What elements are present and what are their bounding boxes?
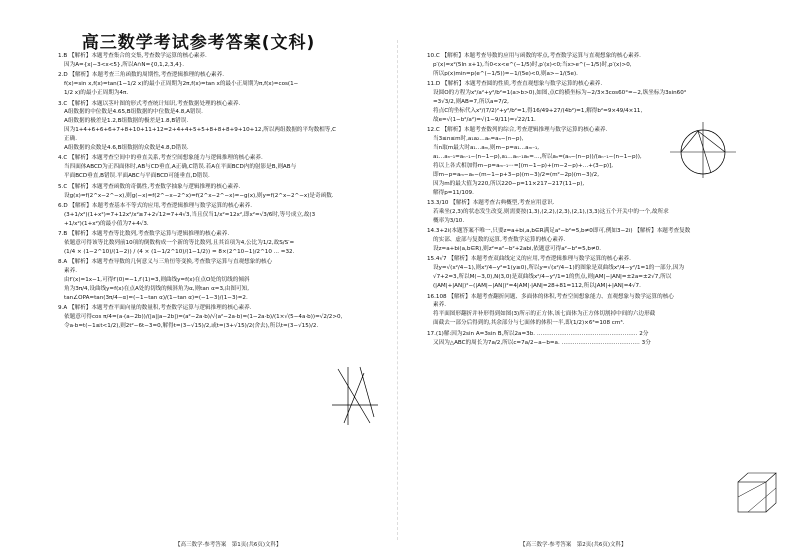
answer-line: 设g(x)=f(2^x−2^−x),则g(−x)=f(2^−x−2^x)=f(2^x−2^−x)=−g(x),则y=f(2^x−2^−x)是奇函数. (64, 192, 334, 199)
answer-line: 当3≤n≤m时,a₁a₂…aₙ=aₙ−(n−p), (433, 136, 524, 143)
answer-line: 角为3π/4,设曲线y=f(x)在点A处的切线的倾斜角为α,则tan α=3,由图可知, (64, 286, 249, 293)
answer-heading: 6.D 【解析】本题考查基本不等式的应用,考查逻辑推理与数学运算的核心素养. (58, 203, 252, 209)
right-column (427, 52, 767, 349)
answer-line: 由f′(x)=1x−1,可得f′(0)=−1,f′(1)=3,则曲线y=f(x)在点O处的切线的倾斜 (64, 277, 250, 284)
answer-line: 依题意可得cos π/4=(a·(a−2b))/(|a||a−2b|)=(a²−2a·b)/√(a²−2a·b)=(1−2a·b)/(1×√(5−4a·b))=√2/2>0, (64, 314, 343, 321)
answer-line: 的实部、虚部与复数的运算,考查数学运算的核心素养. (433, 237, 566, 244)
answer-heading: 14.3+2i(本题答案不唯一,只要z=a+bi,a,b∈R满足a²−b²=5,b≠0即可,例如3−2i) 【解析】本题考查复数 (427, 228, 691, 235)
answer-block (58, 183, 380, 201)
answer-heading: 10.C 【解析】本题考查导数的应用与函数的零点,考查数学运算与直观想象的核心素养. (427, 53, 641, 59)
answer-line: 面截去一部分后得到的,其余部分与七面体的体积一半,即(1/2)×6³=108 cm³. (433, 320, 625, 327)
answer-line: 素养. (64, 268, 77, 275)
answer-line: A组数据的极差是1.2,B组数据的极差是1.8,B错误. (64, 118, 189, 125)
q11-circle-figure (668, 120, 738, 180)
answer-block (58, 202, 380, 229)
answer-line: 正确. (64, 136, 77, 143)
answer-heading: 13.3/10 【解析】本题考查古典概型,考查应用意识. (427, 200, 555, 206)
column-divider (397, 40, 398, 540)
answer-line: 当四面体ABCD为正四面体时,AB与CD垂直,A正确,C错误.若A在平面BCD内的射影是B,则AB与 (64, 164, 297, 171)
answer-line: (|AM|+|AN|)²−(|AM|−|AN|)²=4|AM|·|AN|=28+81=112,所以|AM|+|AN|=4√7. (433, 283, 641, 290)
answer-line: 若乘坐(2,3)的状态发生改变,则需要按(1,3),(2,2),(2,3),(2,1),(3,3)这五个开关中的一个,故所求 (433, 208, 669, 215)
answer-line: 将以上各式相加得m−p=aₘ₋₁⋯=[(m−1−p)+(m−2−p)+…+(3−p)], (433, 162, 614, 169)
answer-line: =3√3/2,则AB=7,所以a=7/2, (433, 99, 509, 106)
answer-line: 素养. (433, 302, 446, 309)
answer-line: 即m−p=aₘ−aₙ−(m−1−p+3−p)(m−3)/2=(m²−2p)(m−3)/2, (433, 171, 600, 178)
answer-heading: 7.B 【解析】本题考查等比数列,考查数学运算与逻辑推理的核心素养. (58, 231, 230, 238)
answer-line: A组数据的众数是4.6,B组数据的众数是4.8,D错误. (64, 145, 189, 152)
answer-block (427, 199, 767, 226)
footer-right: 【高三数学·参考答案 第2页(共6页)文科】 (520, 542, 627, 548)
answer-block (427, 330, 767, 348)
answer-line: f(x)=sin x,f(x)=tan(1−1/2 x)的最小正周期为2π,f(x)=tan x的最小正周期为π,f(x)=cos(1− (64, 81, 299, 88)
answer-block (58, 71, 380, 98)
answer-line: 依题意可得该等比数列前10项的倒数构成一个新的等比数列,且其首项为4,公比为1/2,故S/S′= (64, 240, 295, 247)
answer-block (58, 154, 380, 181)
answer-line: 将平面图形翻折并补形得到如图(3)所示的正方体,该七面体为正方体切割掉中间的六边形截 (433, 311, 656, 318)
answer-heading: 2.D 【解析】本题考查三角函数的周期性,考查逻辑推理的核心素养. (58, 72, 225, 79)
answer-line: p′(x)=x²(5ln x+1),当0<x<e^(−1/5)时,p′(x)<0;当x>e^(−1/5)时,p′(x)>0, (433, 61, 632, 68)
answer-line: 设z=a+bi(a,b∈R),则z²=a²−b²+2abi,依题意可得a²−b²=5,b≠0. (433, 246, 601, 253)
answer-heading: 8.A 【解析】本题考查导数的几何意义与三角恒等变换,考查数学运算与直观想象的核心 (58, 259, 273, 266)
footer-left: 【高三数学·参考答案 第1页(共6页)文科】 (175, 542, 282, 548)
answer-line: 当n取m最大时a₁…aₘ,则m−p=a₁…aₘ₋₁, (433, 145, 540, 152)
answer-block (58, 52, 380, 70)
answer-block (427, 52, 767, 79)
q8-tangent-figure (330, 365, 380, 427)
answer-heading: 5.C 【解析】本题考查函数的奇偶性,考查数学抽象与逻辑推理的核心素养. (58, 183, 241, 190)
page-title: 高三数学考试参考答案(文科) (81, 33, 316, 53)
answer-heading: 11.D 【解析】本题考查圆的性质,考查直观想象与数学运算的核心素养. (427, 81, 603, 88)
answer-line: 将点C的坐标代入x²/(7/2)²+y²/b²=1,得16/49+27/(4b²)=1,解得b²=9×49/4×11, (433, 107, 643, 114)
answer-line: tan∠OPA=tan(3π/4−α)=(−1−tan α)/(1−tan α)=(−1−3)/(1−3)=2. (64, 295, 248, 302)
answer-heading: 12.C 【解析】本题考查数列的综合,考查逻辑推理与数学运算的核心素养. (427, 127, 608, 134)
answer-line: +1/x²)(1+x²)的最小值为7+4√3. (64, 220, 149, 227)
answer-line: (1/4 × (1−2^10)/(1−2)) / (4 × (1−1/2^10)/(1−1/2)) = 8×(2^10−1)/2^10 ... =32. (64, 249, 295, 256)
answer-block (58, 304, 380, 331)
q16-cube-figure (735, 470, 779, 520)
answer-block (427, 293, 767, 329)
answer-line: 又因为△ABC的周长为7a/2,所以c=7a/2−a−b=a. …………………………………… 3分 (433, 339, 651, 346)
answer-line: 设圆O的方程为x²/a²+y²/b²=1(a>b>0),如图,点C的横坐标为−2/3×3cos60°=−2,纵坐标为3sin60° (433, 90, 687, 97)
answer-line: 设y=√(x²/4−1),则x²/4−y²=1(y≥0),所以y=√(x²/4−1)的图象是双曲线x²/4−y²/1=1的一部分,因为 (433, 265, 685, 272)
answer-heading: 4.C 【解析】本题考查空间中的垂直关系,考查空间想象能力与逻辑推理的核心素养. (58, 155, 263, 162)
answer-block (427, 255, 767, 291)
answer-line: (3+1/x²)(1+x²)=7+12x²/x²≥7+2√12=7+4√3,当且仅当1/x²=12x²,即x²=√3/6时,等号成立,故(3 (64, 211, 316, 218)
answer-line: 解得p=11/109. (433, 189, 474, 196)
answer-heading: 15.4√7 【解析】本题考查双曲线定义的应用,考查逻辑推理与数学运算的核心素养. (427, 256, 631, 263)
answer-line: 令a·b=t(−1≤t<1/2),则2t²−6t−3=0,解得t=(3−√15)/2,或t=(3+√15)/2(舍去),所以t=(3−√15)/2. (64, 323, 319, 330)
answer-line: a₁…aₙ₋₁=aₙ₋₁−(n−1−p),a₁…aₙ₋₁aₙ=…,所以aₙ=(aₙ−(n−p))/(aₙ₋₁−(n−1−p)), (433, 153, 642, 160)
answer-line: 故e=√(1−b²/a²)=√(1−9/11)=√22/11. (433, 116, 536, 123)
answer-heading: 3.C 【解析】本题以茎叶图的形式考查统计知识,考查数据处理的核心素养. (58, 100, 241, 107)
answer-line: 概率为3/10. (433, 217, 465, 224)
answer-heading: 1.B 【解析】本题考查集合的交集,考查数学运算的核心素养. (58, 53, 207, 59)
answer-heading: 16.108 【解析】本题考查翻折问题、多面体的体积,考查空间想象能力、直观想象与数学运算的核心 (427, 293, 674, 300)
answer-block (58, 258, 380, 303)
answer-line: 因为m的最大值为220,所以220−p=11×217−217(11−p), (433, 180, 585, 187)
left-column (58, 52, 380, 333)
answer-block (58, 230, 380, 257)
answer-line: 1/2 x)的最小正周期为4π. (64, 90, 129, 97)
answer-heading: 9.A 【解析】本题考查平面向量的数量积,考查数学运算与逻辑推理的核心素养. (58, 305, 252, 312)
answer-line: 平面BCD垂直,B错误.平面ABC与平面BCD可能垂直,D错误. (64, 173, 210, 180)
answer-heading: 17.(1)解:因为2sin A=3sin B,所以2a=3b. ……………………………………………… 2分 (427, 330, 649, 337)
answer-block (427, 227, 767, 254)
answer-line: √7+2=3,所以M(−3,0),N(3,0)是双曲线x²/4−y²/1=1的焦点,则|AM|−|AN|=±2a=±2√7,所以 (433, 274, 672, 281)
answer-line: 因为1+4+6+6+6+7+8+10+11+12=2+4+4+5+5+8+8+8+9+10+12,所以两组数据的平均数相等,C (64, 127, 337, 134)
answer-block (427, 80, 767, 125)
answer-line: A组数据的中位数是4.65,B组数据的中位数是4.8,A错误. (64, 109, 203, 116)
answer-line: 所以p(x)min=p(e^(−1/5))=−1/(5e)<0,则a>−1/(5e). (433, 70, 578, 77)
answer-block (58, 100, 380, 153)
answer-line: 因为A={x|−3<x<5},所以A∩N={0,1,2,3,4}. (64, 61, 185, 68)
